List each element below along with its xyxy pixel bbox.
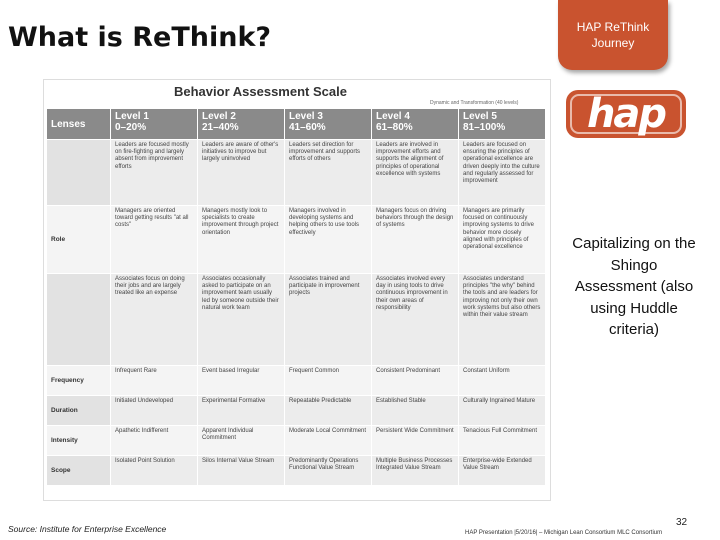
journey-badge (558, 0, 668, 70)
table-cell: Leaders are aware of other's initiatives to improve but largely uninvolved (198, 140, 285, 206)
table-cell: Event based Irregular (198, 366, 285, 396)
table-row (47, 396, 546, 426)
behavior-assessment-figure (44, 80, 550, 500)
table-cell: Constant Uniform (459, 366, 546, 396)
table-cell: Leaders set direction for improvement and supports efforts of others (285, 140, 372, 206)
table-cell: Infrequent Rare (111, 366, 198, 396)
table-cell: Apathetic Indifferent (111, 426, 198, 456)
table-cell: Associates trained and participate in improvement projects (285, 274, 372, 366)
header-level-2 (198, 109, 285, 140)
row-label-empty (47, 274, 111, 366)
side-note: Capitalizing on the Shingo Assessment (also using Huddle criteria) (572, 235, 696, 338)
level-name: Level 3 (289, 111, 323, 122)
table-cell: Repeatable Predictable (285, 396, 372, 426)
table-row (47, 366, 546, 396)
header-lenses: Lenses (47, 109, 111, 140)
table-cell: Associates involved every day in using tools to drive continuous improvement in their own areas of responsibility (372, 274, 459, 366)
table-cell: Associates occasionally asked to participate on an improvement team usually led by someone outside their natural work team (198, 274, 285, 366)
table-row (47, 426, 546, 456)
table-cell: Managers focus on driving behaviors through the design of systems (372, 206, 459, 274)
level-name: Level 4 (376, 111, 410, 122)
table-cell: Associates understand principles "the why" behind the tools and are leaders for improving not only their own work systems but also others within their value stream (459, 274, 546, 366)
table-cell: Moderate Local Commitment (285, 426, 372, 456)
table-cell: Enterprise-wide Extended Value Stream (459, 456, 546, 486)
table-cell: Isolated Point Solution (111, 456, 198, 486)
table-cell: Silos Internal Value Stream (198, 456, 285, 486)
header-level-5 (459, 109, 546, 140)
figure-title: Behavior Assessment Scale (174, 84, 347, 99)
figure-subtitle: Dynamic and Transformation (40 levels) (430, 100, 519, 106)
table-cell: Experimental Formative (198, 396, 285, 426)
table-cell: Associates focus on doing their jobs and are largely treated like an expense (111, 274, 198, 366)
level-range: 81–100% (463, 122, 506, 133)
table-cell: Initiated Undeveloped (111, 396, 198, 426)
table-cell: Managers are primarily focused on continuously improving systems to drive behavior more closely aligned with principles of operational excellence (459, 206, 546, 274)
header-level-4 (372, 109, 459, 140)
row-label-empty (47, 140, 111, 206)
page-number: 32 (676, 517, 688, 528)
level-name: Level 1 (115, 111, 149, 122)
header-row (47, 109, 546, 140)
table-row (47, 140, 546, 206)
level-range: 21–40% (202, 122, 239, 133)
header-level-3 (285, 109, 372, 140)
row-label-role: Role (47, 206, 111, 274)
table-cell: Frequent Common (285, 366, 372, 396)
level-range: 61–80% (376, 122, 413, 133)
assessment-table (46, 108, 546, 486)
table-cell: Managers are oriented toward getting results "at all costs" (111, 206, 198, 274)
table-cell: Established Stable (372, 396, 459, 426)
table-row (47, 206, 546, 274)
table-cell: Managers involved in developing systems and helping others to use tools effectively (285, 206, 372, 274)
table-cell: Tenacious Full Commitment (459, 426, 546, 456)
level-name: Level 2 (202, 111, 236, 122)
level-range: 41–60% (289, 122, 326, 133)
table-cell: Persistent Wide Commitment (372, 426, 459, 456)
table-cell: Managers mostly look to specialists to create improvement through project orientation (198, 206, 285, 274)
level-range: 0–20% (115, 122, 147, 133)
table-cell: Apparent Individual Commitment (198, 426, 285, 456)
row-label-frequency: Frequency (47, 366, 111, 396)
table-cell: Consistent Predominant (372, 366, 459, 396)
row-label-duration: Duration (47, 396, 111, 426)
table-cell: Leaders are focused on ensuring the principles of operational excellence are driven deeply into the culture and regularly assessed for improvement (459, 140, 546, 206)
table-cell: Predominantly Operations Functional Value Stream (285, 456, 372, 486)
hap-logo: hap (566, 90, 686, 138)
footer-text: HAP Presentation |5/20/16| – Michigan Lean Consortium MLC Consortium (465, 530, 663, 536)
table-cell: Multiple Business Processes Integrated Value Stream (372, 456, 459, 486)
source-citation: Source: Institute for Enterprise Excellence (8, 524, 167, 534)
table-row (47, 456, 546, 486)
table-row (47, 274, 546, 366)
slide-title: What is ReThink? (8, 22, 272, 53)
table-cell: Leaders are focused mostly on fire-fighting and largely absent from improvement efforts (111, 140, 198, 206)
row-label-intensity: Intensity (47, 426, 111, 456)
journey-badge-label: HAP ReThink Journey (576, 20, 650, 50)
row-label-scope: Scope (47, 456, 111, 486)
header-level-1 (111, 109, 198, 140)
table-cell: Leaders are involved in improvement efforts and supports the alignment of principles of operational excellence with systems (372, 140, 459, 206)
level-name: Level 5 (463, 111, 497, 122)
table-cell: Culturally Ingrained Mature (459, 396, 546, 426)
